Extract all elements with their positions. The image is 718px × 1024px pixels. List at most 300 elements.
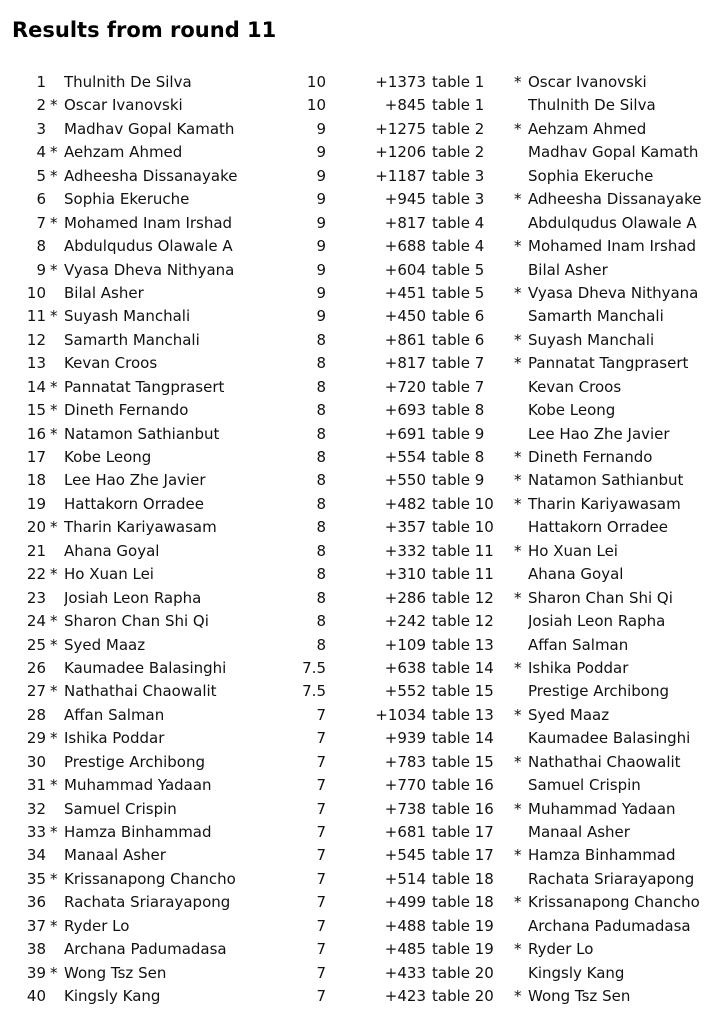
rank-cell: 33: [26, 823, 46, 841]
table-player-name: Kobe Leong: [528, 401, 616, 420]
score-cell: 8: [316, 377, 326, 396]
table-number: table 3: [432, 166, 485, 185]
table-number: table 10: [432, 494, 494, 513]
colour-marker: *: [50, 166, 58, 185]
table-player-name: Ryder Lo: [528, 940, 594, 959]
table-player-name: Kingsly Kang: [528, 963, 625, 982]
rank-cell: 9: [36, 260, 46, 279]
score-cell: 9: [316, 213, 326, 232]
table-player-name: Oscar Ivanovski: [528, 73, 647, 91]
colour-marker: *: [50, 401, 58, 420]
table-row: [0, 634, 718, 657]
player-name: Wong Tsz Sen: [64, 963, 167, 982]
tiebreak-cell: +550: [384, 471, 426, 490]
rank-cell: 28: [26, 705, 46, 724]
table-player-name: Kevan Croos: [528, 377, 622, 396]
table-number: table 11: [432, 541, 494, 560]
table-player-name: Archana Padumadasa: [528, 916, 691, 935]
table-row: [0, 774, 718, 797]
table-number: table 17: [432, 846, 494, 865]
tiebreak-cell: +945: [384, 190, 426, 209]
player-name: Ishika Poddar: [64, 729, 165, 748]
table-number: table 10: [432, 518, 494, 537]
tiebreak-cell: +488: [384, 916, 426, 935]
score-cell: 7: [316, 916, 326, 935]
table-colour-marker: *: [514, 752, 522, 771]
colour-marker: *: [50, 96, 58, 115]
player-name: Natamon Sathianbut: [64, 424, 220, 443]
colour-marker: *: [50, 776, 58, 795]
colour-marker: *: [50, 916, 58, 935]
table-row: [0, 235, 718, 258]
player-name: Vyasa Dheva Nithyana: [64, 260, 235, 279]
player-name: Syed Maaz: [64, 635, 146, 654]
table-player-name: Krissanapong Chancho: [528, 893, 700, 912]
rank-cell: 19: [26, 494, 46, 513]
tiebreak-cell: +1206: [375, 143, 426, 162]
player-name: Madhav Gopal Kamath: [64, 119, 235, 138]
table-number: table 5: [432, 283, 485, 302]
rank-cell: 2: [36, 96, 46, 115]
tiebreak-cell: +242: [384, 612, 426, 631]
table-player-name: Hattakorn Orradee: [528, 518, 668, 537]
table-player-name: Nathathai Chaowalit: [528, 752, 681, 771]
colour-marker: *: [50, 729, 58, 748]
rank-cell: 36: [26, 893, 46, 912]
colour-marker: *: [50, 963, 58, 982]
rank-cell: 38: [26, 940, 46, 959]
table-number: table 16: [432, 776, 494, 795]
table-number: table 15: [432, 752, 494, 771]
score-cell: 8: [316, 401, 326, 420]
table-number: table 4: [432, 237, 485, 256]
player-name: Suyash Manchali: [64, 307, 191, 326]
score-cell: 7: [316, 987, 326, 1006]
table-number: table 2: [432, 119, 485, 138]
tiebreak-cell: +485: [384, 940, 426, 959]
table-row: [0, 212, 718, 235]
score-cell: 8: [316, 518, 326, 537]
tiebreak-cell: +817: [384, 213, 426, 232]
table-player-name: Suyash Manchali: [528, 330, 655, 349]
tiebreak-cell: +845: [384, 96, 426, 115]
player-name: Samarth Manchali: [64, 330, 200, 349]
player-name: Bilal Asher: [64, 283, 144, 302]
table-number: table 4: [432, 213, 485, 232]
player-name: Dineth Fernando: [64, 401, 189, 420]
rank-cell: 20: [26, 518, 46, 537]
table-row: [0, 540, 718, 563]
table-number: table 19: [432, 916, 494, 935]
table-colour-marker: *: [514, 893, 522, 912]
tiebreak-cell: +482: [384, 494, 426, 513]
player-name: Thulnith De Silva: [64, 73, 192, 91]
rank-cell: 32: [26, 799, 46, 818]
score-cell: 7: [316, 846, 326, 865]
colour-marker: *: [50, 377, 58, 396]
table-player-name: Thulnith De Silva: [528, 96, 656, 115]
table-row: [0, 376, 718, 399]
player-name: Adheesha Dissanayake: [64, 166, 238, 185]
player-name: Sharon Chan Shi Qi: [64, 612, 209, 631]
table-row: [0, 680, 718, 703]
tiebreak-cell: +720: [384, 377, 426, 396]
table-number: table 6: [432, 330, 485, 349]
colour-marker: *: [50, 260, 58, 279]
table-row: [0, 423, 718, 446]
table-colour-marker: *: [514, 283, 522, 302]
tiebreak-cell: +552: [384, 682, 426, 701]
table-colour-marker: *: [514, 987, 522, 1006]
table-player-name: Ho Xuan Lei: [528, 541, 618, 560]
tiebreak-cell: +451: [384, 283, 426, 302]
tiebreak-cell: +450: [384, 307, 426, 326]
table-player-name: Josiah Leon Rapha: [528, 612, 666, 631]
score-cell: 7: [316, 869, 326, 888]
rank-cell: 10: [26, 283, 46, 302]
score-cell: 7: [316, 729, 326, 748]
table-number: table 12: [432, 588, 494, 607]
table-number: table 11: [432, 565, 494, 584]
tiebreak-cell: +604: [384, 260, 426, 279]
page-title: Results from round 11: [12, 18, 277, 42]
colour-marker: *: [50, 823, 58, 841]
tiebreak-cell: +688: [384, 237, 426, 256]
tiebreak-cell: +691: [384, 424, 426, 443]
table-number: table 16: [432, 799, 494, 818]
colour-marker: *: [50, 682, 58, 701]
table-player-name: Syed Maaz: [528, 705, 610, 724]
table-player-name: Kaumadee Balasinghi: [528, 729, 691, 748]
table-colour-marker: *: [514, 119, 522, 138]
table-number: table 18: [432, 869, 494, 888]
table-colour-marker: *: [514, 448, 522, 466]
table-row: [0, 938, 718, 961]
player-name: Samuel Crispin: [64, 799, 177, 818]
table-row: [0, 727, 718, 750]
player-name: Kobe Leong: [64, 448, 152, 466]
rank-cell: 14: [26, 377, 46, 396]
rank-cell: 5: [36, 166, 46, 185]
tiebreak-cell: +499: [384, 893, 426, 912]
table-row: [0, 868, 718, 891]
player-name: Hamza Binhammad: [64, 823, 212, 841]
score-cell: 10: [306, 96, 326, 115]
tiebreak-cell: +433: [384, 963, 426, 982]
rank-cell: 4: [36, 143, 46, 162]
score-cell: 8: [316, 612, 326, 631]
table-row: [0, 329, 718, 352]
player-name: Josiah Leon Rapha: [64, 588, 202, 607]
rank-cell: 1: [36, 73, 46, 91]
colour-marker: *: [50, 518, 58, 537]
colour-marker: *: [50, 869, 58, 888]
table-row: [0, 94, 718, 117]
table-player-name: Abdulqudus Olawale A: [528, 213, 697, 232]
rank-cell: 11: [26, 307, 46, 326]
colour-marker: *: [50, 213, 58, 232]
table-player-name: Tharin Kariyawasam: [528, 494, 681, 513]
table-player-name: Hamza Binhammad: [528, 846, 676, 865]
table-row: [0, 915, 718, 938]
table-row: [0, 985, 718, 1008]
tiebreak-cell: +332: [384, 541, 426, 560]
score-cell: 8: [316, 424, 326, 443]
table-colour-marker: *: [514, 541, 522, 560]
rank-cell: 8: [36, 237, 46, 256]
table-row: [0, 305, 718, 328]
score-cell: 9: [316, 260, 326, 279]
table-colour-marker: *: [514, 237, 522, 256]
table-row: [0, 399, 718, 422]
rank-cell: 25: [26, 635, 46, 654]
score-cell: 9: [316, 307, 326, 326]
colour-marker: *: [50, 612, 58, 631]
score-cell: 7: [316, 776, 326, 795]
tiebreak-cell: +770: [384, 776, 426, 795]
player-name: Kingsly Kang: [64, 987, 161, 1006]
tiebreak-cell: +545: [384, 846, 426, 865]
tiebreak-cell: +638: [384, 658, 426, 677]
table-number: table 17: [432, 823, 494, 841]
table-number: table 1: [432, 73, 485, 91]
score-cell: 7: [316, 705, 326, 724]
table-colour-marker: *: [514, 354, 522, 373]
table-colour-marker: *: [514, 658, 522, 677]
rank-cell: 34: [26, 846, 46, 865]
table-number: table 1: [432, 96, 485, 115]
tiebreak-cell: +109: [384, 635, 426, 654]
table-row: [0, 821, 718, 844]
table-player-name: Madhav Gopal Kamath: [528, 143, 699, 162]
table-number: table 6: [432, 307, 485, 326]
player-name: Tharin Kariyawasam: [64, 518, 217, 537]
table-colour-marker: *: [514, 494, 522, 513]
table-row: [0, 891, 718, 914]
tiebreak-cell: +286: [384, 588, 426, 607]
rank-cell: 12: [26, 330, 46, 349]
table-row: [0, 165, 718, 188]
tiebreak-cell: +357: [384, 518, 426, 537]
tiebreak-cell: +861: [384, 330, 426, 349]
table-player-name: Rachata Sriarayapong: [528, 869, 695, 888]
table-number: table 14: [432, 729, 494, 748]
colour-marker: *: [50, 307, 58, 326]
score-cell: 9: [316, 166, 326, 185]
table-number: table 8: [432, 401, 485, 420]
table-player-name: Vyasa Dheva Nithyana: [528, 283, 699, 302]
table-row: [0, 118, 718, 141]
table-number: table 8: [432, 448, 485, 466]
tiebreak-cell: +681: [384, 823, 426, 841]
table-number: table 3: [432, 190, 485, 209]
score-cell: 8: [316, 354, 326, 373]
rank-cell: 27: [26, 682, 46, 701]
table-colour-marker: *: [514, 799, 522, 818]
player-name: Ho Xuan Lei: [64, 565, 154, 584]
player-name: Aehzam Ahmed: [64, 143, 183, 162]
table-player-name: Manaal Asher: [528, 823, 630, 841]
tiebreak-cell: +783: [384, 752, 426, 771]
score-cell: 9: [316, 143, 326, 162]
score-cell: 7: [316, 893, 326, 912]
tiebreak-cell: +1187: [375, 166, 426, 185]
colour-marker: *: [50, 565, 58, 584]
table-colour-marker: *: [514, 588, 522, 607]
tiebreak-cell: +1373: [375, 73, 426, 91]
table-row: [0, 657, 718, 680]
rank-cell: 26: [26, 658, 46, 677]
table-player-name: Samarth Manchali: [528, 307, 664, 326]
colour-marker: *: [50, 143, 58, 162]
table-row: [0, 259, 718, 282]
table-number: table 20: [432, 963, 494, 982]
table-row: [0, 844, 718, 867]
rank-cell: 31: [26, 776, 46, 795]
table-colour-marker: *: [514, 705, 522, 724]
table-row: [0, 446, 718, 469]
table-player-name: Natamon Sathianbut: [528, 471, 684, 490]
tiebreak-cell: +939: [384, 729, 426, 748]
score-cell: 8: [316, 330, 326, 349]
table-player-name: Lee Hao Zhe Javier: [528, 424, 670, 443]
score-cell: 7.5: [302, 682, 326, 701]
tiebreak-cell: +693: [384, 401, 426, 420]
table-row: [0, 962, 718, 985]
rank-cell: 22: [26, 565, 46, 584]
rank-cell: 17: [26, 448, 46, 466]
table-player-name: Prestige Archibong: [528, 682, 669, 701]
score-cell: 8: [316, 588, 326, 607]
rank-cell: 23: [26, 588, 46, 607]
table-number: table 13: [432, 705, 494, 724]
rank-cell: 29: [26, 729, 46, 748]
rank-cell: 7: [36, 213, 46, 232]
rank-cell: 13: [26, 354, 46, 373]
results-table: [0, 71, 718, 1009]
table-row: [0, 469, 718, 492]
table-row: [0, 71, 718, 94]
score-cell: 10: [306, 73, 326, 91]
table-number: table 7: [432, 354, 485, 373]
score-cell: 9: [316, 190, 326, 209]
rank-cell: 6: [36, 190, 46, 209]
tiebreak-cell: +1034: [375, 705, 426, 724]
score-cell: 8: [316, 494, 326, 513]
tiebreak-cell: +1275: [375, 119, 426, 138]
table-number: table 12: [432, 612, 494, 631]
score-cell: 8: [316, 541, 326, 560]
colour-marker: *: [50, 424, 58, 443]
table-row: [0, 704, 718, 727]
rank-cell: 30: [26, 752, 46, 771]
player-name: Mohamed Inam Irshad: [64, 213, 233, 232]
rank-cell: 24: [26, 612, 46, 631]
table-row: [0, 352, 718, 375]
rank-cell: 40: [26, 987, 46, 1006]
table-colour-marker: *: [514, 846, 522, 865]
player-name: Ryder Lo: [64, 916, 130, 935]
player-name: Prestige Archibong: [64, 752, 205, 771]
player-name: Ahana Goyal: [64, 541, 160, 560]
table-player-name: Ishika Poddar: [528, 658, 629, 677]
table-row: [0, 563, 718, 586]
score-cell: 7: [316, 752, 326, 771]
score-cell: 8: [316, 448, 326, 466]
player-name: Lee Hao Zhe Javier: [64, 471, 206, 490]
table-number: table 13: [432, 635, 494, 654]
player-name: Abdulqudus Olawale A: [64, 237, 233, 256]
table-number: table 9: [432, 424, 485, 443]
table-row: [0, 798, 718, 821]
table-number: table 9: [432, 471, 485, 490]
player-name: Hattakorn Orradee: [64, 494, 204, 513]
table-row: [0, 516, 718, 539]
player-name: Archana Padumadasa: [64, 940, 227, 959]
player-name: Krissanapong Chancho: [64, 869, 236, 888]
table-number: table 19: [432, 940, 494, 959]
tiebreak-cell: +817: [384, 354, 426, 373]
score-cell: 9: [316, 283, 326, 302]
table-row: [0, 141, 718, 164]
table-number: table 5: [432, 260, 485, 279]
table-player-name: Bilal Asher: [528, 260, 608, 279]
score-cell: 9: [316, 119, 326, 138]
table-number: table 2: [432, 143, 485, 162]
rank-cell: 16: [26, 424, 46, 443]
score-cell: 8: [316, 471, 326, 490]
table-row: [0, 587, 718, 610]
table-colour-marker: *: [514, 940, 522, 959]
rank-cell: 15: [26, 401, 46, 420]
colour-marker: *: [50, 635, 58, 654]
tiebreak-cell: +554: [384, 448, 426, 466]
table-player-name: Affan Salman: [528, 635, 629, 654]
score-cell: 7: [316, 823, 326, 841]
player-name: Sophia Ekeruche: [64, 190, 190, 209]
table-row: [0, 188, 718, 211]
table-colour-marker: *: [514, 190, 522, 209]
table-player-name: Wong Tsz Sen: [528, 987, 631, 1006]
table-row: [0, 282, 718, 305]
table-player-name: Samuel Crispin: [528, 776, 641, 795]
player-name: Oscar Ivanovski: [64, 96, 183, 115]
player-name: Rachata Sriarayapong: [64, 893, 231, 912]
table-number: table 20: [432, 987, 494, 1006]
tiebreak-cell: +738: [384, 799, 426, 818]
table-number: table 7: [432, 377, 485, 396]
table-number: table 14: [432, 658, 494, 677]
score-cell: 8: [316, 635, 326, 654]
table-number: table 18: [432, 893, 494, 912]
score-cell: 8: [316, 565, 326, 584]
tiebreak-cell: +310: [384, 565, 426, 584]
table-player-name: Pannatat Tangprasert: [528, 354, 689, 373]
rank-cell: 39: [26, 963, 46, 982]
table-colour-marker: *: [514, 471, 522, 490]
player-name: Manaal Asher: [64, 846, 166, 865]
player-name: Kaumadee Balasinghi: [64, 658, 227, 677]
player-name: Muhammad Yadaan: [64, 776, 212, 795]
rank-cell: 35: [26, 869, 46, 888]
table-colour-marker: *: [514, 330, 522, 349]
score-cell: 7.5: [302, 658, 326, 677]
player-name: Affan Salman: [64, 705, 165, 724]
rank-cell: 21: [26, 541, 46, 560]
player-name: Kevan Croos: [64, 354, 158, 373]
rank-cell: 18: [26, 471, 46, 490]
score-cell: 9: [316, 237, 326, 256]
